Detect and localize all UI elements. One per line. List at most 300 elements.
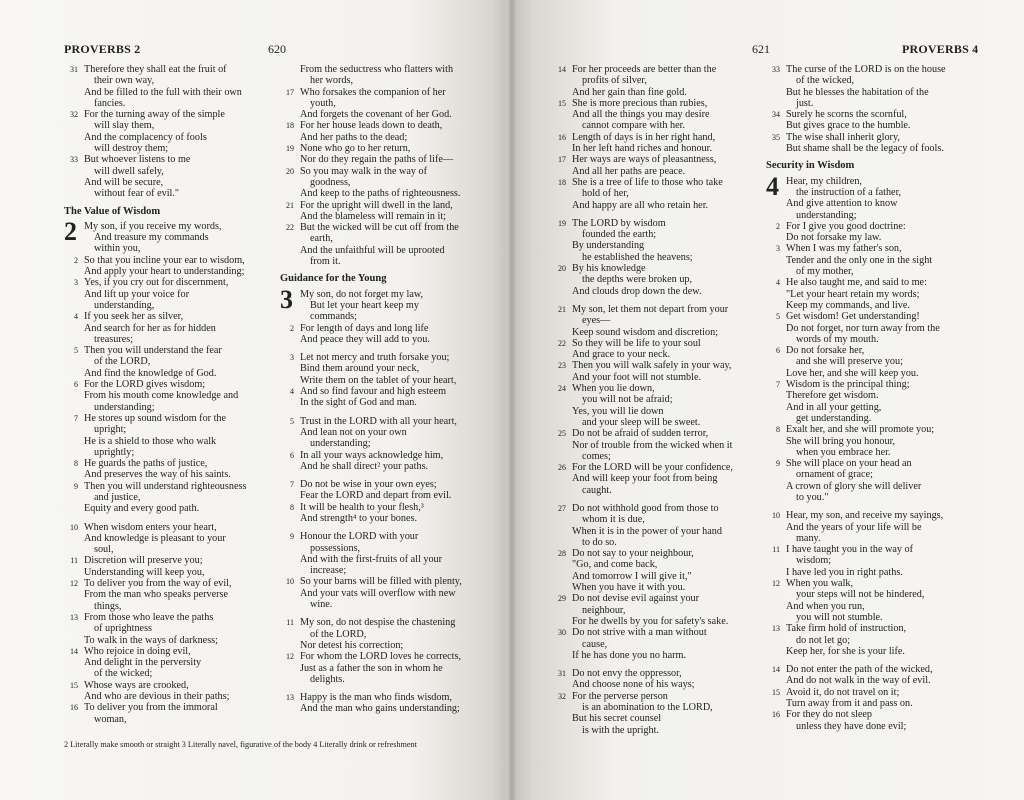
verse-line: I have taught you in the way of [786, 544, 914, 556]
verse-line: For the LORD gives wisdom; [84, 379, 206, 391]
verse-number: 22 [286, 223, 294, 233]
verse-line: understanding; [310, 438, 371, 450]
verse [766, 277, 976, 311]
verse [766, 424, 976, 458]
verse-line: For her house leads down to death, [300, 120, 443, 132]
verse-line: And forgets the covenant of her God. [300, 109, 452, 121]
verse [280, 222, 502, 267]
verse-number: 6 [290, 450, 294, 460]
verse-number: 17 [558, 155, 566, 165]
chapter-start [766, 171, 976, 221]
verse-number: 24 [558, 384, 566, 394]
verse-line: and justice, [94, 491, 141, 503]
verse-line: delights. [310, 673, 345, 685]
verse-line: Do not withhold good from those to [572, 502, 719, 514]
verse-line: comes; [582, 450, 611, 462]
verse-line: And will be secure, [84, 176, 164, 188]
verse [64, 154, 274, 199]
verse-line: And who are devious in their paths; [84, 691, 230, 703]
verse-number: 12 [286, 652, 294, 662]
verse-line: will slay them, [94, 120, 155, 132]
verse-line: Do not forget, nor turn away from the [786, 322, 940, 334]
verse-number: 16 [558, 132, 566, 142]
verse-line: Bind them around your neck, [300, 363, 420, 375]
verse-line: So your barns will be filled with plenty, [300, 576, 462, 588]
verse-line: And the blameless will remain in it; [300, 210, 446, 222]
verse-line: And happy are all who retain her. [572, 199, 709, 211]
verse-number: 26 [558, 463, 566, 473]
verse-line: And all her paths are peace. [572, 165, 686, 177]
verse-line: For I give you good doctrine: [786, 220, 906, 232]
verse [64, 109, 274, 154]
verse [552, 218, 764, 263]
verse-line: When it is in the power of your hand [572, 525, 722, 537]
verse-line: And her gain than fine gold. [572, 86, 687, 98]
verse-number: 2 [290, 323, 294, 333]
verse [552, 503, 764, 548]
verse-number: 10 [70, 522, 78, 532]
verse-line: To walk in the ways of darkness; [84, 634, 218, 646]
verse-line: And knowledge is pleasant to your [84, 532, 226, 544]
verse-number: 9 [290, 532, 294, 542]
verse [64, 379, 274, 413]
verse-line: Therefore get wisdom. [786, 390, 879, 402]
verse-number: 17 [286, 87, 294, 97]
verse [64, 680, 274, 703]
verse-line: When you lie down, [572, 383, 655, 395]
verse-number: 8 [776, 425, 780, 435]
verse-number: 12 [70, 579, 78, 589]
verse-line: Who rejoice in doing evil, [84, 645, 191, 657]
spacer [64, 515, 274, 522]
verse [766, 311, 976, 345]
chapter-start [280, 284, 502, 323]
verse-number: 18 [286, 121, 294, 131]
verse-number: 4 [776, 278, 780, 288]
verse-line: wine. [310, 599, 333, 611]
verse-line: For the turning away of the simple [84, 109, 225, 121]
verse-number: 19 [286, 144, 294, 154]
verse-line: Then you will walk safely in your way, [572, 360, 732, 372]
verse-line: Turn away from it and pass on. [786, 698, 913, 710]
verse-line: And in all your getting, [786, 401, 882, 413]
verse [64, 578, 274, 612]
verse-line: get understanding. [796, 412, 872, 424]
verse-number: 10 [286, 577, 294, 587]
verse-number: 16 [70, 703, 78, 713]
spacer [552, 211, 764, 218]
verse-line: the depths were broken up, [582, 274, 693, 286]
verse [280, 502, 502, 525]
verse [552, 132, 764, 155]
verse [552, 383, 764, 428]
verse-line: you will not stumble. [796, 611, 883, 623]
verse-line: And keep to the paths of righteousness. [300, 188, 461, 200]
verse-line: wisdom; [796, 555, 832, 567]
verse-line: of the LORD, [94, 356, 151, 368]
verse-line: For he dwells by you for safety's sake. [572, 615, 729, 627]
verse-line: And the man who gains understanding; [300, 703, 460, 715]
verse-line: hold of her, [582, 188, 629, 200]
verse-line: of the LORD, [310, 628, 367, 640]
verse-line: uprightly; [94, 446, 135, 458]
verse [552, 64, 764, 98]
verse-line: fancies. [94, 97, 126, 109]
verse-line: So they will be life to your soul [572, 337, 701, 349]
verse-line: founded the earth; [582, 229, 657, 241]
verse-line: Get wisdom! Get understanding! [786, 311, 920, 323]
verse-line: Keep sound wisdom and discretion; [572, 326, 718, 338]
verse [280, 120, 502, 143]
verse-number: 7 [74, 413, 78, 423]
verse-line: Trust in the LORD with all your heart, [300, 415, 457, 427]
verse-number: 4 [290, 387, 294, 397]
spacer [280, 409, 502, 416]
verse [280, 416, 502, 450]
verse-line: He is a shield to those who walk [84, 435, 217, 447]
verse [552, 360, 764, 383]
verse [766, 345, 976, 379]
verse-line: From the seductress who flatters with [300, 64, 454, 75]
verse-line: The wise shall inherit glory, [786, 131, 900, 143]
verse-line: Yes, if you cry out for discernment, [84, 277, 229, 289]
verse-line: possessions, [310, 542, 361, 554]
verse-line: profits of silver, [582, 75, 647, 87]
verse-line: Honour the LORD with your [300, 531, 419, 543]
verse-line: treasures; [94, 333, 134, 345]
section-heading: Guidance for the Young [280, 273, 387, 285]
verse-line: The LORD by wisdom [572, 217, 666, 229]
verse [64, 64, 274, 109]
verse-line: to do so. [582, 536, 617, 548]
verse-line: Do not enter the path of the wicked, [786, 664, 933, 676]
verse-number: 3 [290, 353, 294, 363]
spacer [766, 503, 976, 510]
verse-line: And grace to your neck. [572, 349, 671, 361]
verse-number: 16 [772, 710, 780, 720]
verse-line: For length of days and long life [300, 322, 429, 334]
verse-number: 5 [74, 346, 78, 356]
verse-line: Fear the LORD and depart from evil. [300, 490, 452, 502]
verse [64, 522, 274, 556]
verse-line: Nor do they regain the paths of life— [300, 154, 454, 166]
verse-line: youth, [310, 97, 336, 109]
verse-line: When you walk, [786, 578, 854, 590]
verse-line: He stores up sound wisdom for the [84, 412, 227, 424]
verse-line: caught. [582, 484, 612, 496]
verse-line: Happy is the man who finds wisdom, [300, 692, 452, 704]
verse-line: And delight in the perversity [84, 657, 202, 669]
verse-line: your steps will not be hindered, [796, 589, 925, 601]
verse-number: 7 [290, 480, 294, 490]
verse-line: Do not say to your neighbour, [572, 548, 694, 560]
verse-line: But let your heart keep my [310, 299, 419, 311]
verse-line: Hear, my son, and receive my sayings, [786, 510, 944, 522]
verse-number: 5 [776, 312, 780, 322]
verse-line: In her left hand riches and honour. [572, 143, 713, 155]
verse-line: A crown of glory she will deliver [786, 480, 922, 492]
verse-line: From his mouth come knowledge and [84, 390, 239, 402]
verse [280, 166, 502, 200]
verse-line: By his knowledge [572, 263, 646, 275]
verse-line: But his secret counsel [572, 713, 662, 725]
verse-line: Hear, my children, [786, 175, 862, 187]
verse-line: Do not envy the oppressor, [572, 668, 682, 680]
verse [280, 352, 502, 386]
verse-line: In all your ways acknowledge him, [300, 449, 444, 461]
verse-number: 32 [558, 691, 566, 701]
verse-line: Nor of trouble from the wicked when it [572, 439, 733, 451]
verse-number: 21 [558, 304, 566, 314]
verse-line: It will be health to your flesh,³ [300, 501, 424, 513]
verse-line: Discretion will preserve you; [84, 555, 203, 567]
verse-line: her words, [310, 75, 354, 87]
verse-line: Love her, and she will keep you. [786, 367, 919, 379]
verse-line: many. [796, 532, 821, 544]
verse-line: She will bring you honour, [786, 435, 896, 447]
verse-line: When I was my father's son, [786, 243, 902, 255]
verse-line: He guards the paths of justice, [84, 458, 208, 470]
verse-line: of my mother, [796, 266, 854, 278]
spacer [280, 610, 502, 617]
verse-line: For they do not sleep [786, 709, 873, 721]
verse-number: 18 [558, 177, 566, 187]
verse-line: Do not strive with a man without [572, 627, 707, 639]
verse-number: 5 [290, 416, 294, 426]
verse [280, 386, 502, 409]
verse-line: and your sleep will be sweet. [582, 416, 701, 428]
verse-line: When you have it with you. [572, 582, 686, 594]
spacer [766, 657, 976, 664]
verse-line: Let not mercy and truth forsake you; [300, 352, 450, 364]
verse-number: 15 [70, 680, 78, 690]
verse-line: of uprightness [94, 623, 153, 635]
verse-line: Therefore they shall eat the fruit of [84, 64, 227, 75]
footnotes: 2 Literally make smooth or straight 3 Literally navel, figurative of the body 4 Literally drink or refreshment [64, 740, 417, 749]
verse-line: Wisdom is the principal thing; [786, 379, 910, 391]
verse-line: cause, [582, 638, 608, 650]
verse-line: And search for her as for hidden [84, 322, 216, 334]
verse-line: their own way, [94, 75, 155, 87]
verse-number: 31 [70, 65, 78, 74]
verse [766, 664, 976, 687]
verse [766, 109, 976, 132]
verse-line: She will place on your head an [786, 458, 912, 470]
verse-number: 9 [776, 459, 780, 469]
verse [766, 578, 976, 623]
verse-line: understanding, [94, 299, 155, 311]
verse-number: 2 [776, 221, 780, 231]
verse [766, 510, 976, 544]
verse-line: And lean not on your own [300, 426, 407, 438]
verse-number: 32 [70, 110, 78, 120]
verse-line: "Go, and come back, [572, 559, 658, 571]
verse-line: My son, if you receive my words, [84, 220, 222, 232]
verse-line: without fear of evil." [94, 188, 180, 200]
verse-number: 8 [74, 459, 78, 469]
verse [64, 702, 274, 725]
verse-number: 4 [74, 312, 78, 322]
verse-line: And so find favour and high esteem [300, 386, 446, 398]
verse-line: Do not be wise in your own eyes; [300, 479, 437, 491]
verse [552, 98, 764, 132]
verse-line: woman, [94, 713, 127, 725]
verse-line: The curse of the LORD is on the house [786, 64, 946, 75]
verse-line: And her paths to the dead; [300, 131, 408, 143]
verse-number: 10 [772, 511, 780, 521]
verse-line: when you embrace her. [796, 446, 891, 458]
verse-line: But whoever listens to me [84, 154, 191, 166]
verse-line: is an abomination to the LORD, [582, 702, 713, 714]
verse [280, 531, 502, 576]
verse-line: Then you will understand righteousness [84, 480, 247, 492]
verse-line: will destroy them; [94, 143, 169, 155]
verse [552, 338, 764, 361]
verse-line: earth, [310, 233, 333, 245]
verse-number: 30 [558, 628, 566, 638]
verse-line: So you may walk in the way of [300, 165, 428, 177]
verse-line: If you seek her as silver, [84, 311, 184, 323]
spacer [280, 345, 502, 352]
verse [64, 255, 274, 278]
verse-number: 34 [772, 110, 780, 120]
verse-number: 13 [772, 624, 780, 634]
verse-line: ornament of grace; [796, 469, 873, 481]
verse-line: She is more precious than rubies, [572, 97, 708, 109]
verse-number: 14 [70, 646, 78, 656]
verse-line: And your foot will not stumble. [572, 371, 702, 383]
verse [280, 87, 502, 121]
verse-line: And treasure my commands [94, 232, 209, 244]
verse-line: things, [94, 600, 122, 612]
verse-number: 29 [558, 594, 566, 604]
verse-line: My son, do not despise the chastening [300, 617, 456, 629]
verse [64, 277, 274, 311]
chapter-start [64, 216, 274, 255]
verse [552, 428, 764, 462]
verse [280, 323, 502, 346]
verse-line: And the complacency of fools [84, 131, 207, 143]
verse [64, 646, 274, 680]
verse-number: 6 [74, 380, 78, 390]
verse-number: 13 [70, 612, 78, 622]
verse-line: But the wicked will be cut off from the [300, 222, 459, 234]
verse-number: 6 [776, 346, 780, 356]
verse-line: So that you incline your ear to wisdom, [84, 254, 245, 266]
left-column-1 [64, 64, 274, 736]
verse-line: eyes— [582, 315, 611, 327]
verse-line: For the LORD will be your confidence, [572, 462, 733, 474]
verse-number: 33 [70, 155, 78, 165]
verse-line: Write them on the tablet of your heart, [300, 374, 457, 386]
verse [552, 154, 764, 177]
verse [766, 687, 976, 710]
right-column-1 [552, 64, 764, 736]
verse-line: cannot compare with her. [582, 120, 685, 132]
verse [280, 143, 502, 166]
right-page [512, 0, 1024, 800]
verse [280, 64, 502, 87]
verse-line: From the man who speaks perverse [84, 589, 229, 601]
verse-line: And all the things you may desire [572, 109, 710, 121]
verse-line: To deliver you from the immoral [84, 702, 218, 714]
verse-line: By understanding [572, 240, 645, 252]
running-head-left: PROVERBS 2 [64, 42, 141, 56]
verse-line: Do not forsake my law. [786, 232, 882, 244]
verse-number: 15 [558, 98, 566, 108]
verse-number: 14 [558, 65, 566, 74]
verse-line: If he has done you no harm. [572, 649, 687, 661]
verse-line: And will keep your foot from being [572, 473, 718, 485]
verse [280, 651, 502, 685]
verse-line: And the years of your life will be [786, 521, 922, 533]
verse [552, 177, 764, 211]
verse-line: And apply your heart to understanding; [84, 266, 245, 278]
verse-number: 20 [558, 264, 566, 274]
verse-line: whom it is due, [582, 514, 645, 526]
verse-line: For whom the LORD loves he corrects, [300, 651, 461, 663]
verse-line: you will not be afraid; [582, 394, 673, 406]
verse-line: And your vats will overflow with new [300, 587, 456, 599]
verse-number: 33 [772, 65, 780, 74]
verse-line: And be filled to the full with their own [84, 86, 242, 98]
verse-line: From those who leave the paths [84, 611, 214, 623]
verse-number: 13 [286, 693, 294, 703]
verse-number: 25 [558, 429, 566, 439]
verse-line: But shame shall be the legacy of fools. [786, 143, 944, 155]
verse [552, 593, 764, 627]
verse-line: Avoid it, do not travel on it; [786, 686, 900, 698]
verse-line: And clouds drop down the dew. [572, 285, 702, 297]
verse-line: the instruction of a father, [796, 186, 902, 198]
verse [766, 132, 976, 155]
verse [280, 479, 502, 502]
verse [766, 221, 976, 244]
verse-line: "Let your heart retain my words; [786, 288, 920, 300]
verse [552, 627, 764, 661]
chapter-number: 3 [280, 284, 293, 314]
verse [64, 413, 274, 458]
verse-line: And do not walk in the way of evil. [786, 675, 931, 687]
verse-line: Then you will understand the fear [84, 345, 222, 357]
verse-line: And he shall direct² your paths. [300, 460, 429, 472]
verse-number: 3 [776, 244, 780, 254]
verse-line: She is a tree of life to those who take [572, 176, 723, 188]
verse-line: And give attention to know [786, 198, 898, 210]
verse [766, 379, 976, 424]
verse-line: Who forsakes the companion of her [300, 86, 446, 98]
verse-line: And choose none of his ways; [572, 679, 695, 691]
chapter-number: 2 [64, 216, 77, 246]
right-column-2 [766, 64, 976, 736]
verse-line: Exalt her, and she will promote you; [786, 424, 935, 436]
verse-number: 14 [772, 665, 780, 675]
verse-number: 28 [558, 549, 566, 559]
verse-line: he established the heavens; [582, 251, 693, 263]
verse-line: from it. [310, 256, 341, 268]
page-number-right: 621 [752, 42, 770, 56]
verse-line: And lift up your voice for [84, 288, 189, 300]
verse [766, 709, 976, 732]
verse [552, 668, 764, 691]
verse-line: Equity and every good path. [84, 503, 200, 515]
verse [280, 450, 502, 473]
verse-line: within you, [94, 243, 141, 255]
verse-line: Do not be afraid of sudden terror, [572, 428, 709, 440]
verse-line: of the wicked, [796, 75, 854, 87]
spacer [552, 496, 764, 503]
verse-number: 9 [74, 481, 78, 491]
